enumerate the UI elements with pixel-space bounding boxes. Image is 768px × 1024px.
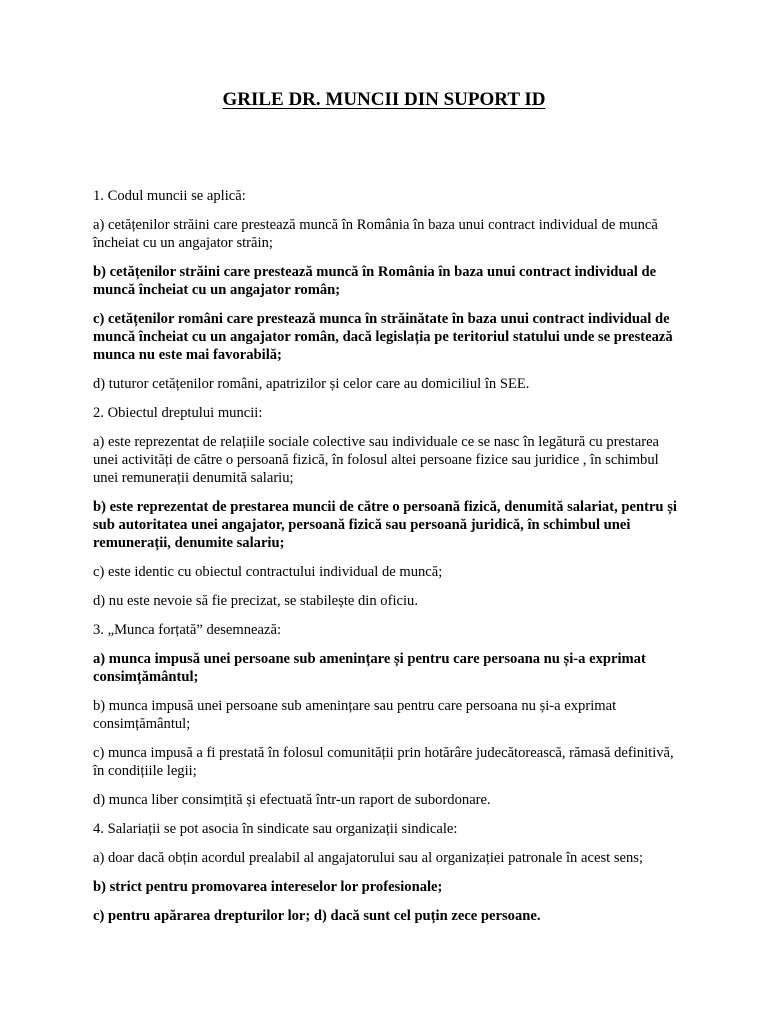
paragraph: b) este reprezentat de prestarea muncii de către o persoană fizică, denumită salariat, pentru și sub autoritatea unei angajator, persoană fizică sau persoană juridică, în schimbul unei remunerații, denumite salariu; [93,499,677,551]
document-body [93,187,683,936]
paragraph: 4. Salariații se pot asocia în sindicate sau organizații sindicale: [93,821,458,837]
paragraph: b) strict pentru promovarea intereselor lor profesionale; [93,879,443,895]
paragraph: c) este identic cu obiectul contractului individual de muncă; [93,564,443,580]
paragraph: b) cetățenilor străini care prestează muncă în România în baza unui contract individual de muncă încheiat cu un angajator român; [93,264,657,298]
paragraph: 1. Codul muncii se aplică: [93,188,246,204]
paragraph: a) cetățenilor străini care prestează muncă în România în baza unui contract individual de muncă încheiat cu un angajator străin; [93,217,658,251]
paragraph: 3. „Munca forțată” desemnează: [93,622,281,638]
paragraph: a) doar dacă obțin acordul prealabil al angajatorului sau al organizației patronale în acest sens; [93,850,644,866]
paragraph: 2. Obiectul dreptului muncii: [93,405,263,421]
paragraph: b) munca impusă unei persoane sub amenințare sau pentru care persoana nu și-a exprimat consimțământul; [93,698,617,732]
paragraph: d) munca liber consimțită și efectuată într-un raport de subordonare. [93,792,491,808]
paragraph: c) cetățenilor români care prestează munca în străinătate în baza unui contract individual de muncă încheiat cu un angajator român, dacă legislația pe teritoriul statului unde se prestează munca nu este mai favorabilă; [93,311,673,363]
paragraph: d) nu este nevoie să fie precizat, se stabilește din oficiu. [93,593,418,609]
paragraph: a) munca impusă unei persoane sub amenințare și pentru care persoana nu și-a exprimat consimțământul; [93,651,646,685]
paragraph: c) munca impusă a fi prestată în folosul comunității prin hotărâre judecătorească, rămasă definitivă, în condițiile legii; [93,745,674,779]
document-title: GRILE DR. MUNCII DIN SUPORT ID [222,89,546,110]
paragraph: d) tuturor cetățenilor români, apatrizilor și celor care au domiciliul în SEE. [93,376,530,392]
paragraph: c) pentru apărarea drepturilor lor; d) dacă sunt cel puțin zece persoane. [93,908,541,924]
paragraph: a) este reprezentat de relațiile sociale colective sau individuale ce se nasc în legătură cu prestarea unei activități de către o persoană fizică, în folosul altei persoane fizice sau juridice , în schimbul unei remunerații denumită salariu; [93,434,660,486]
